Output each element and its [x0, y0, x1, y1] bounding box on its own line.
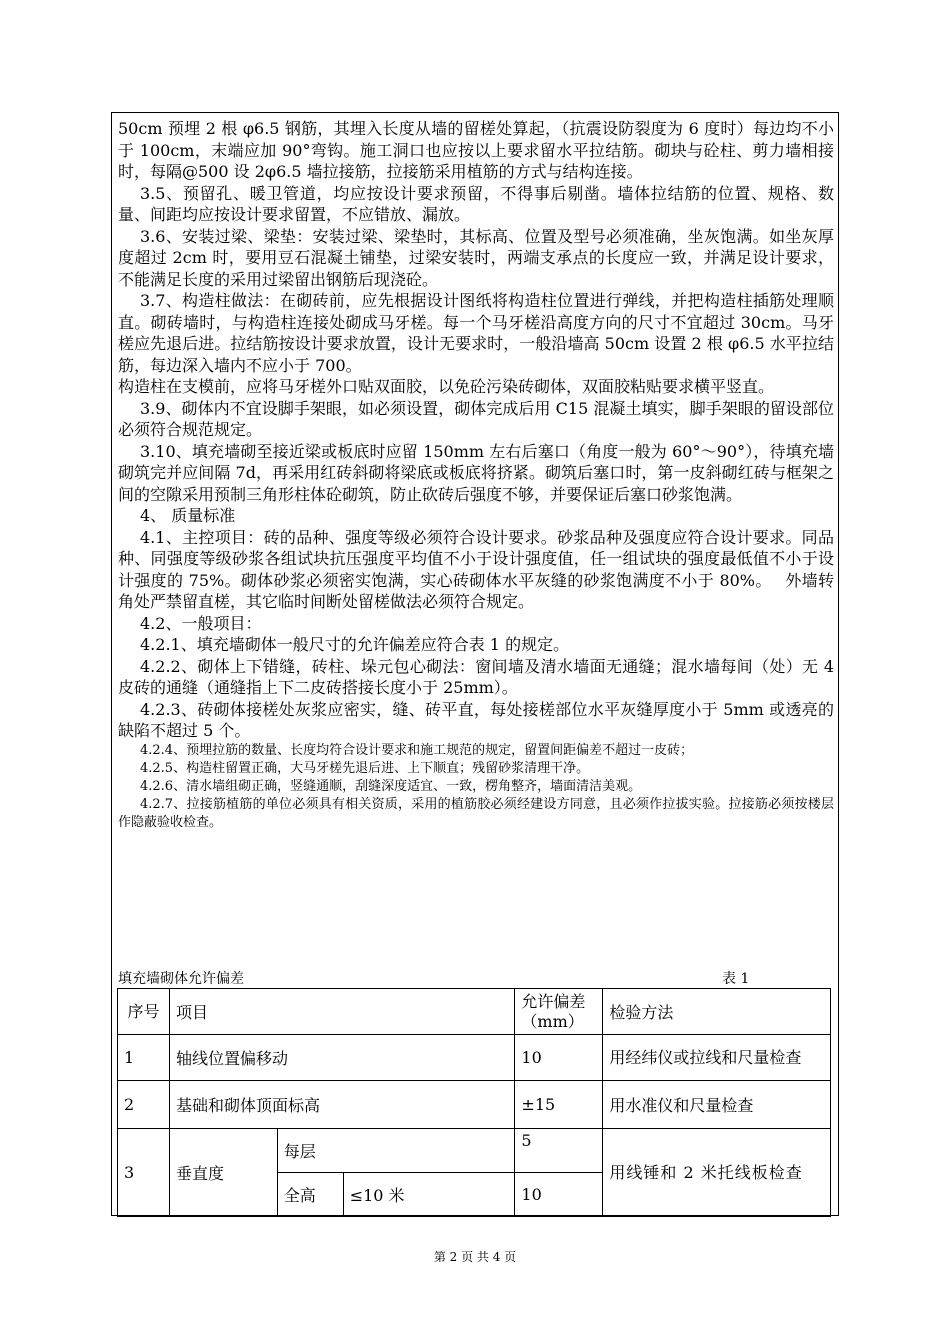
paragraph: 3.9、砌体内不宜设脚手架眼，如必须设置，砌体完成后用 C15 混凝土填实，脚手架眼的留设部位必须符合规范规定。 — [118, 398, 834, 439]
paragraph: 3.5、预留孔、暖卫管道，均应按设计要求预留，不得事后剔凿。墙体拉结筋的位置、规格、数量、间距均应按设计要求留置，不应错放、漏放。 — [118, 183, 834, 224]
table-row — [118, 1035, 831, 1081]
row3-sub1: 每层 — [277, 1129, 515, 1173]
row1-seq: 1 — [118, 1035, 170, 1081]
paragraph: 4.1、主控项目：砖的品种、强度等级必须符合设计要求。砂浆品种及强度应符合设计要求。同品种、同强度等级砂浆各组试块抗压强度平均值不小于设计强度值，任一组试块的强度最低值不小于设计强度的 75%。砌体砂浆必须密实饱满，实心砖砌体水平灰缝的砂浆饱满度不小于 80%。 外墙转角处严禁留直槎，其它临时间断处留槎做法必须符合规定。 — [118, 527, 834, 611]
paragraph: 3.10、填充墙砌至接近梁或板底时应留 150mm 左右后塞口（角度一般为 60°～90°），待填充墙砌筑完并应间隔 7d，再采用红砖斜砌将梁底或板底将挤紧。砌筑后塞口时，第一皮斜砌红砖与框架之间的空隙采用预制三角形柱体砼砌筑，防止砍砖后强度不够，并要保证后塞口砂浆饱满。 — [118, 441, 834, 504]
row1-tolerance: 10 — [515, 1035, 603, 1081]
row2-seq: 2 — [118, 1081, 170, 1129]
paragraph: 3.7、构造柱做法：在砌砖前，应先根据设计图纸将构造柱位置进行弹线，并把构造柱插筋处理顺直。砌砖墙时，与构造柱连接处砌成马牙槎。每一个马牙槎沿高度方向的尺寸不宜超过 30cm。马牙槎应先退后进。拉结筋按设计要求放置，设计无要求时，一般沿墙高 50cm 设置 2 根 φ6.5 水平拉结筋，每边深入墙内不应小于 700。 — [118, 291, 834, 375]
header-method: 检验方法 — [603, 989, 831, 1035]
paragraph: 3.6、安装过梁、梁垫：安装过梁、梁垫时，其标高、位置及型号必须准确，坐灰饱满。如坐灰厚度超过 2cm 时，要用豆石混凝土铺垫，过梁安装时，两端支承点的长度应一致，并满足设计要求，不能满足长度的采用过梁留出钢筋后现浇砼。 — [118, 226, 834, 289]
paragraph: 4、 质量标准 — [140, 506, 236, 525]
header-seq: 序号 — [118, 989, 170, 1035]
page-footer: 第 2 页 共 4 页 — [433, 1250, 517, 1264]
table-number: 表 1 — [722, 971, 750, 987]
paragraph: 4.2.7、拉接筋植筋的单位必须具有相关资质，采用的植筋胶必须经建设方同意，且必须作拉拔实验。拉接筋必须按楼层作隐蔽验收检查。 — [118, 796, 834, 830]
row3-method: 用线锤和 2 米托线板检查 — [603, 1129, 831, 1217]
table-row — [118, 1081, 831, 1129]
row3-sub2-value: 10 — [515, 1173, 603, 1217]
table-header-row — [118, 989, 831, 1035]
paragraph: 4.2.5、构造柱留置正确，大马牙槎先退后进、上下顺直；残留砂浆清理干净。 — [140, 760, 590, 776]
paragraph: 4.2.3、砖砌体接槎处灰浆应密实，缝、砖平直，每处接槎部位水平灰缝厚度小于 5mm 或透亮的缺陷不超过 5 个。 — [118, 699, 834, 740]
header-item: 项目 — [169, 989, 514, 1035]
table-caption: 填充墙砌体允许偏差 — [118, 971, 244, 987]
paragraph: 4.2.2、砌体上下错缝，砖柱、垛元包心砌法：窗间墙及清水墙面无通缝；混水墙每间（处）无 4 皮砖的通缝（通缝指上下二皮砖搭接长度小于 25mm）。 — [118, 656, 834, 697]
paragraph: 4.2.4、预埋拉筋的数量、长度均符合设计要求和施工规范的规定，留置间距偏差不超过一皮砖； — [140, 742, 694, 758]
row1-method: 用经纬仪或拉线和尺量检查 — [603, 1035, 831, 1081]
row1-item: 轴线位置偏移动 — [169, 1035, 514, 1081]
row2-item: 基础和砌体顶面标高 — [169, 1081, 514, 1129]
body-text — [118, 118, 834, 832]
tolerance-table — [117, 988, 831, 1217]
row3-item: 垂直度 — [169, 1129, 277, 1217]
row2-method: 用水准仪和尺量检查 — [603, 1081, 831, 1129]
paragraph: 4.2、一般项目： — [140, 613, 262, 633]
row3-sub2: 全高 — [277, 1173, 343, 1217]
paragraph: 4.2.1、填充墙砌体一般尺寸的允许偏差应符合表 1 的规定。 — [140, 635, 570, 654]
header-tolerance: 允许偏差（mm） — [515, 989, 603, 1035]
paragraph: 构造柱在支模前，应将马牙槎外口贴双面胶，以免砼污染砖砌体，双面胶粘贴要求横平竖直。 — [118, 377, 775, 396]
row2-tolerance: ±15 — [515, 1081, 603, 1129]
row3-sub1-value: 5 — [515, 1129, 603, 1173]
table-row — [118, 1129, 831, 1173]
row3-sub2-cond: ≤10 米 — [343, 1173, 515, 1217]
row3-seq: 3 — [118, 1129, 170, 1217]
paragraph: 50cm 预埋 2 根 φ6.5 钢筋，其埋入长度从墙的留槎处算起，（抗震设防裂度为 6 度时）每边均不小于 100cm，末端应加 90°弯钩。施工洞口也应按以上要求留水平拉结筋。砌块与砼柱、剪力墙相接时，每隔@500 设 2φ6.5 墙拉接筋，拉接筋采用植筋的方式与结构连接。 — [118, 119, 834, 181]
paragraph: 4.2.6、清水墙组砌正确，竖缝通顺，刮缝深度适宜、一致，楞角整齐，墙面清洁美观。 — [140, 778, 642, 794]
